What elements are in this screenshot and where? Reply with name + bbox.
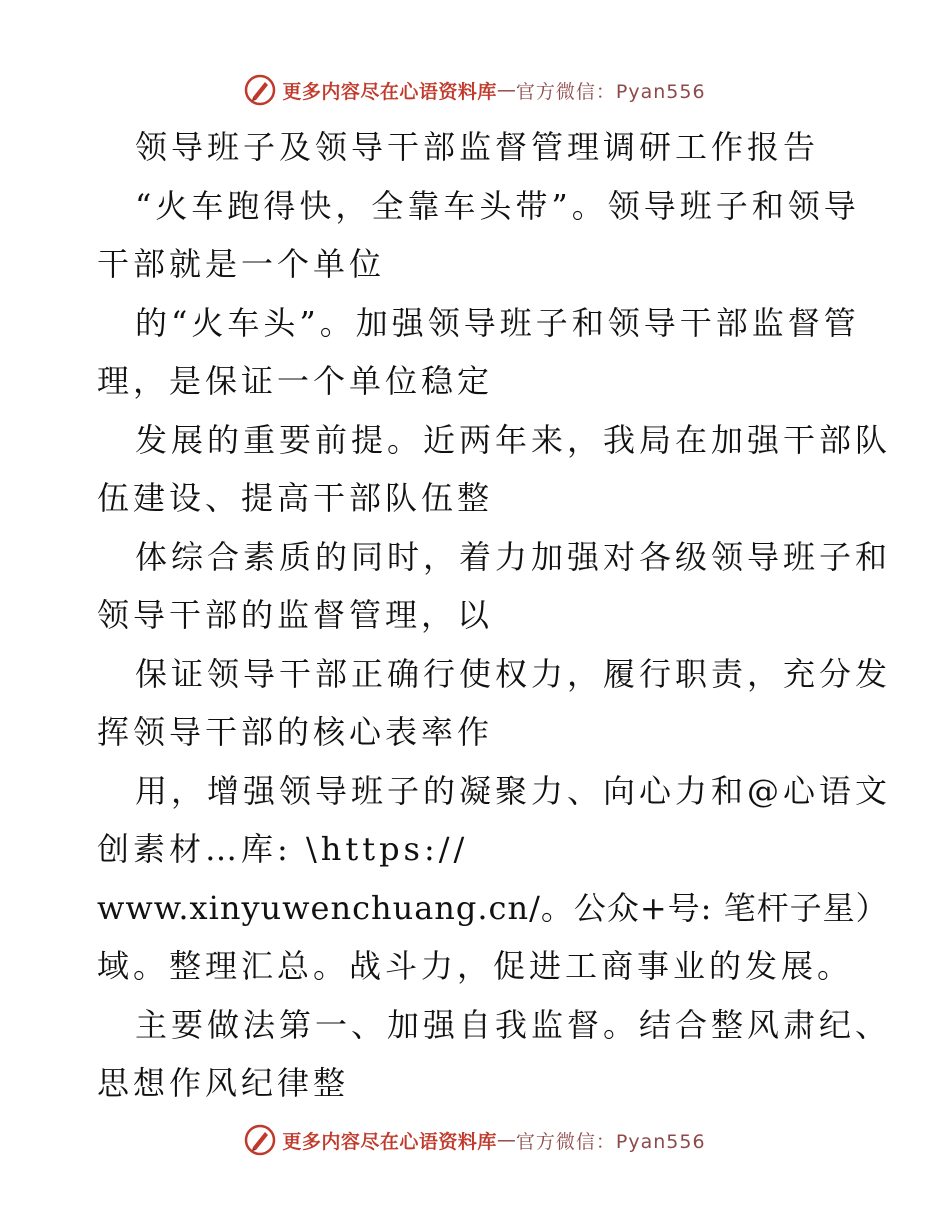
footer-watermark-banner (0, 1120, 950, 1160)
text-line: 干部就是一个单位 (97, 245, 386, 283)
pen-logo-icon (244, 74, 276, 106)
text-line: 主要做法第一、加强自我监督。结合整风肃纪、 (135, 1005, 892, 1044)
banner-slogan: 更多内容尽在心语资料库 (282, 80, 497, 103)
text-line: 领导干部的监督管理，以 (97, 596, 494, 634)
text-line: 保证领导干部正确行使权力，履行职责，充分发 (135, 654, 892, 693)
banner-slogan: 更多内容尽在心语资料库 (282, 1130, 497, 1153)
document-body (97, 118, 892, 1113)
text-line: 的“火车头”。加强领导班子和领导干部监督管 (135, 303, 860, 342)
text-line: 挥领导干部的核心表率作 (97, 713, 494, 751)
text-line: 创素材…库: \https:// (97, 830, 469, 868)
pen-logo-icon (244, 1124, 276, 1156)
banner-dash: — (496, 79, 516, 101)
text-line: 思想作风纪律整 (97, 1064, 350, 1102)
text-line: 域。整理汇总。战斗力，促进工商事业的发展。 (97, 947, 854, 985)
document-title: 领导班子及领导干部监督管理调研工作报告 (135, 128, 820, 166)
text-line: 发展的重要前提。近两年来，我局在加强干部队 (135, 420, 892, 459)
header-watermark-banner (0, 70, 950, 110)
text-line: “火车跑得快，全靠车头带”。领导班子和领导 (135, 186, 860, 225)
text-line: 体综合素质的同时，着力加强对各级领导班子和 (135, 537, 892, 576)
banner-contact: 官方微信：Pyan556 (515, 1130, 706, 1153)
text-line: 用，增强领导班子的凝聚力、向心力和@心语文 (135, 771, 892, 810)
banner-dash: — (496, 1129, 516, 1151)
text-line: 理，是保证一个单位稳定 (97, 362, 494, 400)
text-line: 伍建设、提高干部队伍整 (97, 479, 494, 517)
text-line: www.xinyuwenchuang.cn/。公众+号: 笔杆子星） (97, 888, 889, 927)
banner-contact: 官方微信：Pyan556 (515, 80, 706, 103)
